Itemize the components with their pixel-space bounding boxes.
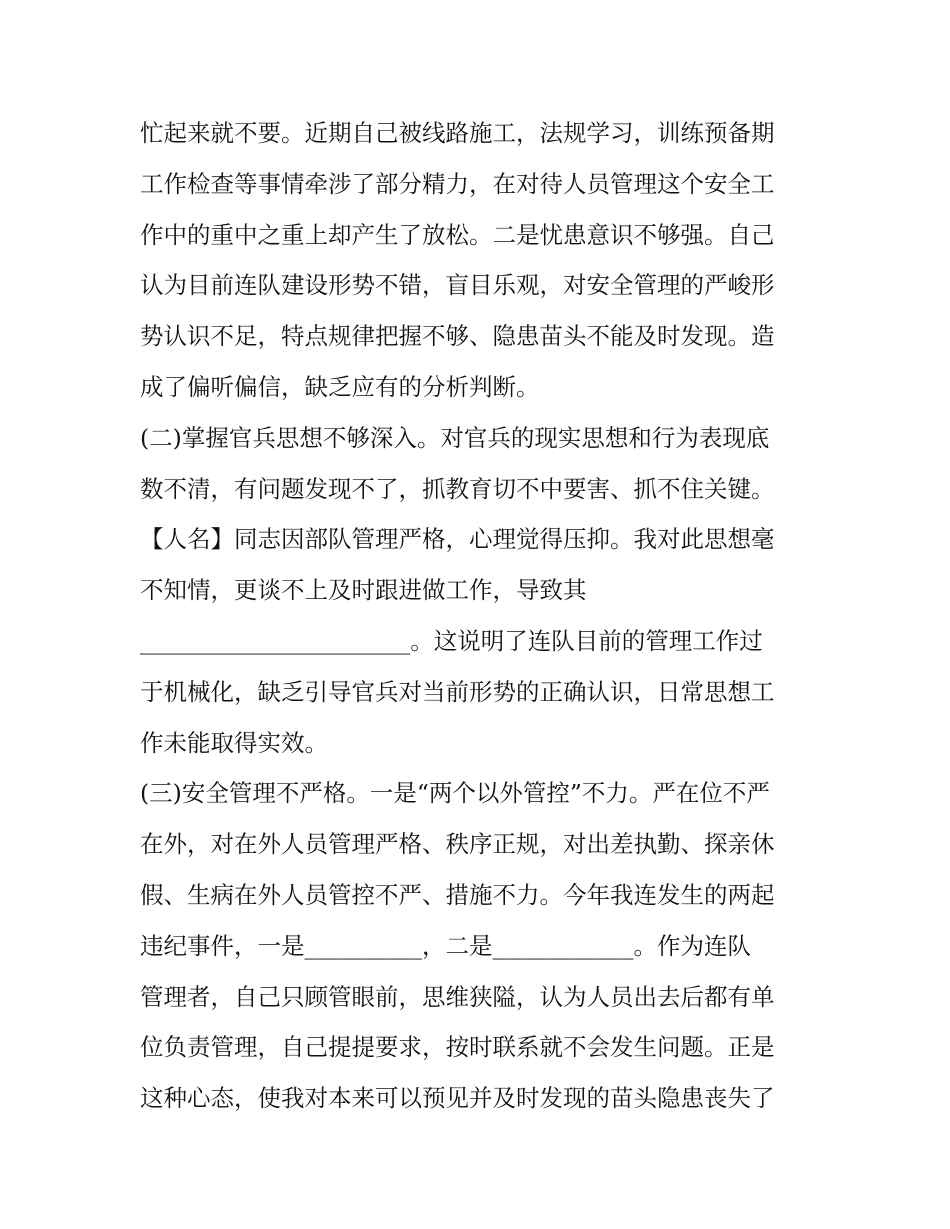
text-line: 作中的重中之重上却产生了放松。二是忧患意识不够强。自己 [140, 220, 775, 249]
text-line: 假、生病在外人员管控不严、措施不力。今年我连发生的两起 [140, 880, 775, 909]
text-line: 于机械化，缺乏引导官兵对当前形势的正确认识，日常思想工 [140, 677, 775, 706]
section-heading-line: (三)安全管理不严格。一是“两个以外管控”不力。严在位不严 [140, 779, 770, 808]
text-line: 不知情，更谈不上及时跟进做工作，导致其 [140, 576, 587, 605]
text-line: 工作检查等事情牵涉了部分精力，在对待人员管理这个安全工 [140, 169, 775, 198]
text-line: 违纪事件，一是__________，二是____________。作为连队 [140, 931, 751, 960]
text-line: 数不清，有问题发现不了，抓教育切不中要害、抓不住关键。 [140, 474, 775, 503]
text-line: 在外，对在外人员管理严格、秩序正规，对出差执勤、探亲休 [140, 830, 775, 859]
text-line: 忙起来就不要。近期自己被线路施工，法规学习，训练预备期 [140, 119, 775, 147]
text-line: 【人名】同志因部队管理严格，心理觉得压抑。我对此思想毫 [140, 525, 775, 554]
text-line: 认为目前连队建设形势不错，盲目乐观，对安全管理的严峻形 [140, 271, 775, 300]
text-line: 势认识不足，特点规律把握不够、隐患苗头不能及时发现。造 [140, 322, 775, 351]
text-line: 这种心态，使我对本来可以预见并及时发现的苗头隐患丧失了 [140, 1084, 775, 1113]
section-heading-line: (二)掌握官兵思想不够深入。对官兵的现实思想和行为表现底 [140, 423, 770, 452]
document-body [140, 108, 820, 1124]
text-line: _______________________。这说明了连队目前的管理工作过 [140, 626, 763, 655]
text-line: 作未能取得实效。 [140, 728, 328, 757]
text-line: 成了偏听偏信，缺乏应有的分析判断。 [140, 372, 540, 401]
text-line: 位负责管理，自己提提要求，按时联系就不会发生问题。正是 [140, 1033, 775, 1062]
text-line: 管理者，自己只顾管眼前，思维狭隘，认为人员出去后都有单 [140, 982, 775, 1011]
